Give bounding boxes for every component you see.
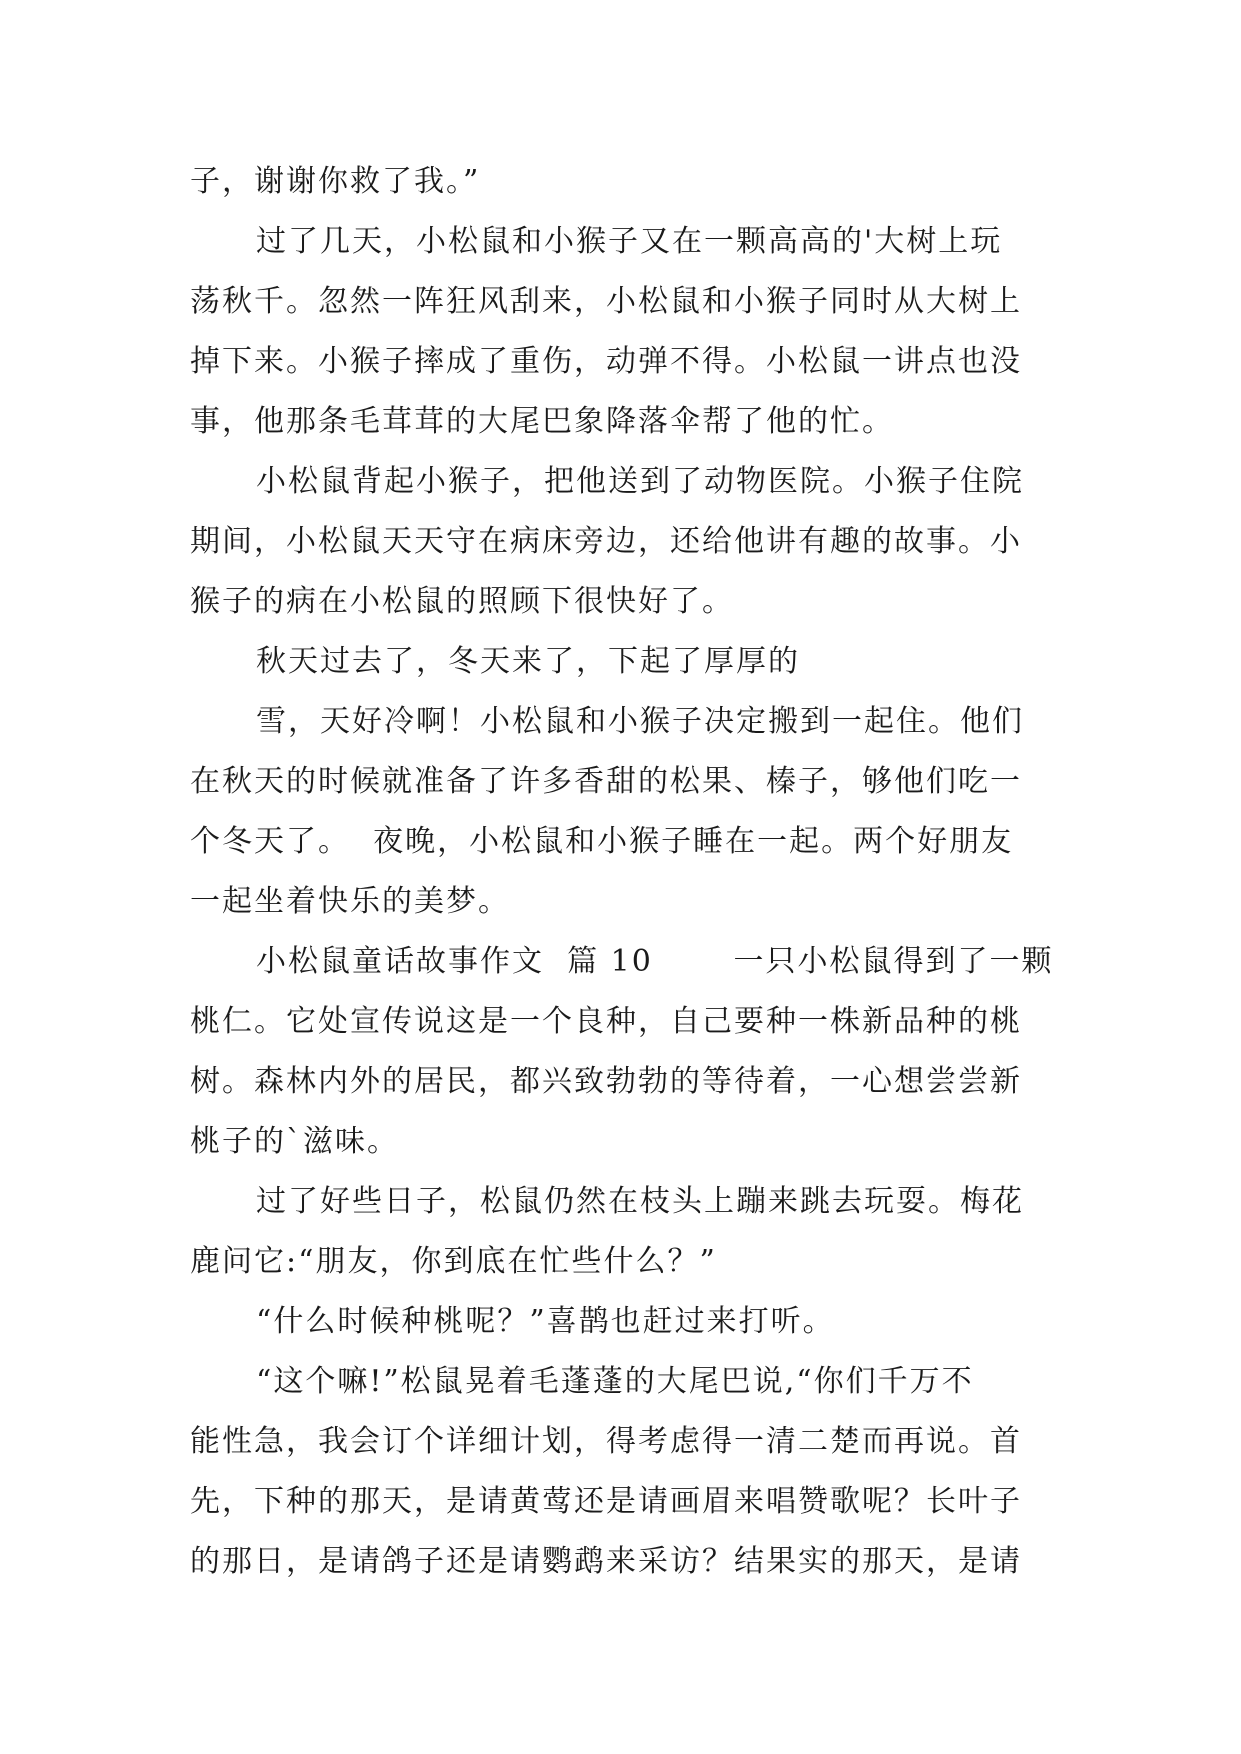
- text-line: 小松鼠背起小猴子，把他送到了动物医院。小猴子住院: [256, 464, 1024, 499]
- text-line: 期间，小松鼠天天守在病床旁边，还给他讲有趣的故事。小: [190, 524, 1022, 559]
- text-line: 个冬天了。 夜晚，小松鼠和小猴子睡在一起。两个好朋友: [190, 824, 1014, 859]
- text-line: 荡秋千。忽然一阵狂风刮来，小松鼠和小猴子同时从大树上: [190, 284, 1022, 319]
- text-line: 过了好些日子，松鼠仍然在枝头上蹦来跳去玩耍。梅花: [256, 1184, 1024, 1219]
- text-line: “这个嘛!”松鼠晃着毛蓬蓬的大尾巴说,“你们千万不: [256, 1364, 974, 1399]
- section-heading-line: 小松鼠童话故事作文 篇 10 一只小松鼠得到了一颗: [256, 944, 1054, 979]
- text-line: 子，谢谢你救了我。”: [190, 164, 481, 199]
- text-line: 的那日，是请鸽子还是请鹦鹉来采访？结果实的那天，是请: [190, 1544, 1022, 1579]
- text-line: 在秋天的时候就准备了许多香甜的松果、榛子，够他们吃一: [190, 764, 1022, 799]
- text-line: 树。森林内外的居民，都兴致勃勃的等待着，一心想尝尝新: [190, 1064, 1022, 1099]
- text-line: 鹿问它:“朋友，你到底在忙些什么？”: [190, 1244, 717, 1279]
- text-line: “什么时候种桃呢？”喜鹊也赶过来打听。: [256, 1304, 835, 1339]
- text-line: 秋天过去了，冬天来了，下起了厚厚的: [256, 644, 800, 679]
- story-text: [190, 152, 1054, 1592]
- text-line: 事，他那条毛茸茸的大尾巴象降落伞帮了他的忙。: [190, 404, 894, 439]
- text-line: 过了几天，小松鼠和小猴子又在一颗高高的'大树上玩: [256, 224, 1003, 259]
- text-line: 桃仁。它处宣传说这是一个良种，自己要种一株新品种的桃: [190, 1004, 1022, 1039]
- text-line: 桃子的`滋味。: [190, 1124, 399, 1159]
- text-line: 雪，天好冷啊！小松鼠和小猴子决定搬到一起住。他们: [256, 704, 1024, 739]
- text-line: 猴子的病在小松鼠的照顾下很快好了。: [190, 584, 734, 619]
- text-line: 掉下来。小猴子摔成了重伤，动弹不得。小松鼠一讲点也没: [190, 344, 1022, 379]
- text-line: 能性急，我会订个详细计划，得考虑得一清二楚而再说。首: [190, 1424, 1022, 1459]
- text-line: 一起坐着快乐的美梦。: [190, 884, 510, 919]
- text-line: 先，下种的那天，是请黄莺还是请画眉来唱赞歌呢？长叶子: [190, 1484, 1022, 1519]
